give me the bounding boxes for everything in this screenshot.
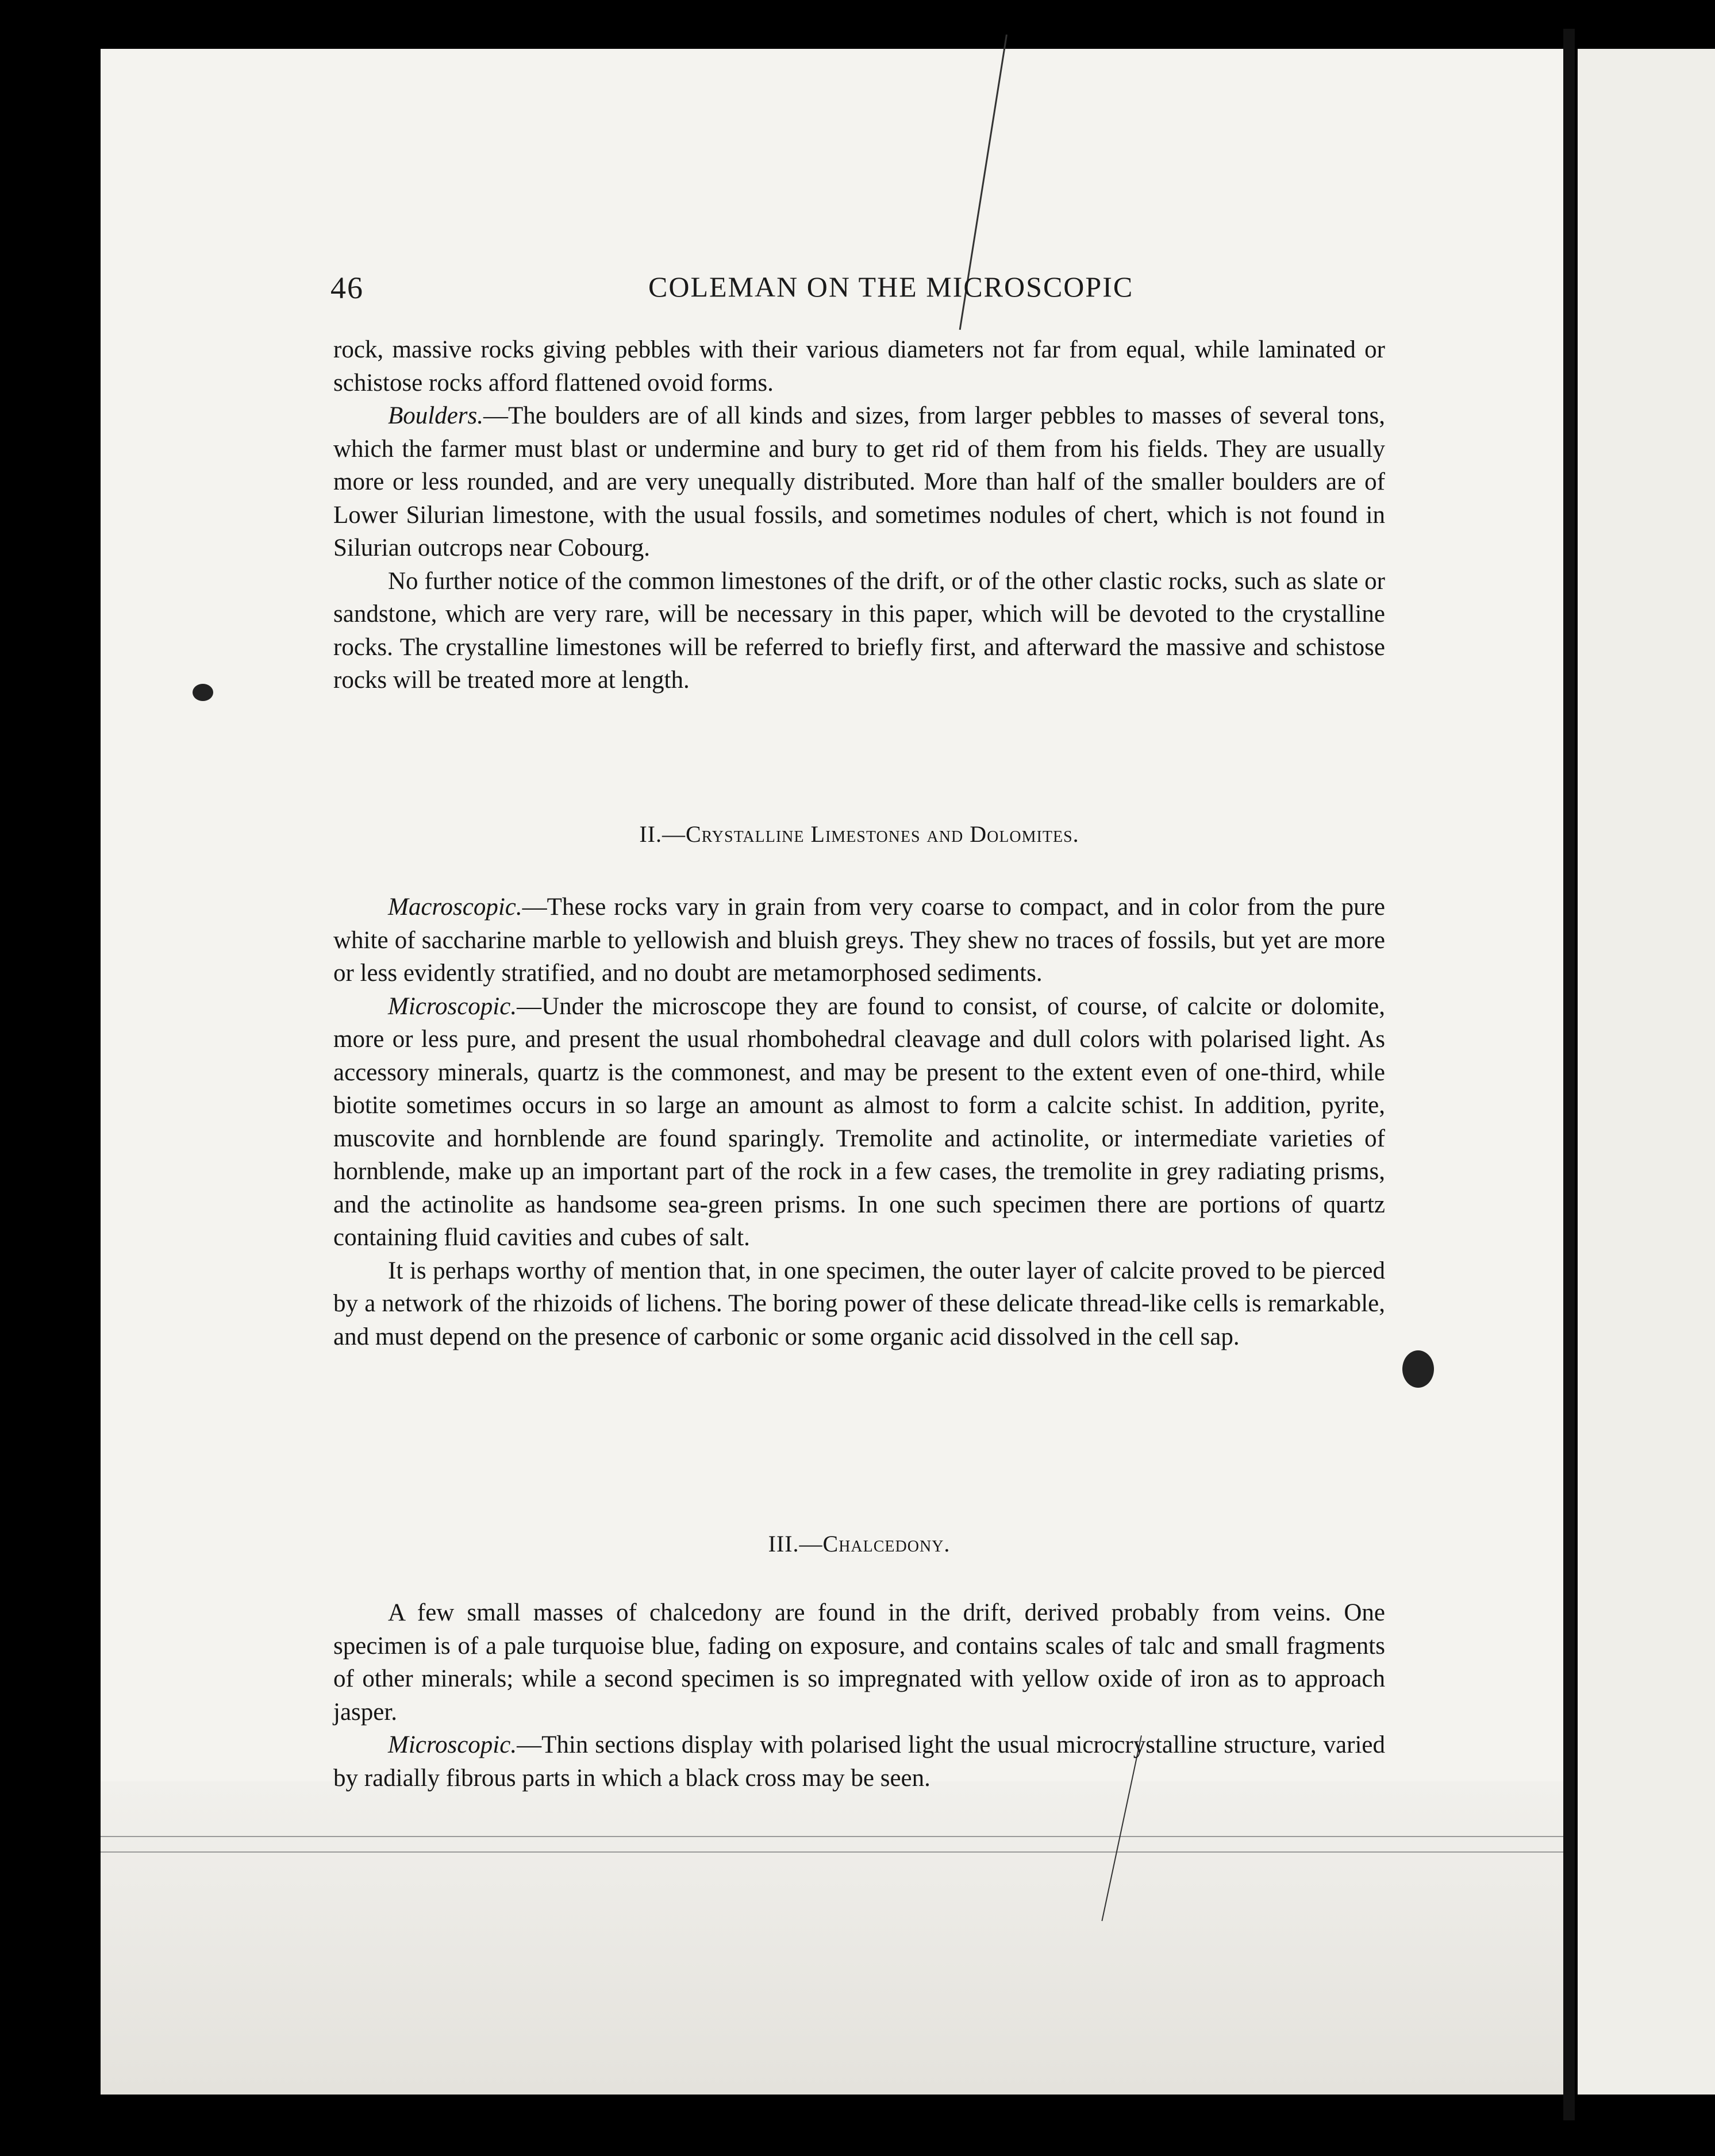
running-title: COLEMAN ON THE MICROSCOPIC <box>648 271 1134 303</box>
paragraph: A few small masses of chalcedony are found in the drift, derived probably from veins. One specimen is of a pale turquoise blue, fading on exposure, and contains scales of talc and small fragments of other minerals; while a second specimen is so impregnated with yellow oxide of iron as to approach jasper. <box>333 1599 1385 1726</box>
chalcedony-text-block <box>333 1596 1385 1795</box>
paragraph-text: —Thin sections display with polarised light the usual microcrystalline structure, varied by radially fibrous parts in which a black cross may be seen. <box>333 1731 1385 1792</box>
run-in-heading: Microscopic. <box>388 1731 517 1758</box>
facing-page-edge <box>1578 49 1715 2095</box>
paragraph: No further notice of the common limestones of the drift, or of the other clastic rocks, such as slate or sandstone, which are very rare, will be necessary in this paper, which will be devoted to the crystalline rocks. The crystalline limestones will be referred to briefly first, and afterward the massive and schistose rocks will be treated more at length. <box>333 567 1385 694</box>
paragraph: It is perhaps worthy of mention that, in one specimen, the outer layer of calcite proved to be pierced by a network of the rhizoids of lichens. The boring power of these delicate thread-like cells is remarkable, and must depend on the presence of carbonic or some organic acid dissolved in the cell sap. <box>333 1257 1385 1350</box>
paragraph-text: —The boulders are of all kinds and sizes, from larger pebbles to masses of several tons, which the farmer must blast or undermine and bury to get rid of them from his fields. They are usually more or less rounded, and are very unequally distributed. More than half of the smaller boulders are of Lower Silurian limestone, with the usual fossils, and sometimes nodules of chert, which is not found in Silurian outcrops near Cobourg. <box>333 402 1385 561</box>
opening-text-block <box>333 333 1385 697</box>
ink-blot <box>193 684 213 701</box>
page-header <box>330 270 1483 305</box>
run-in-heading: Microscopic. <box>388 992 517 1020</box>
bottom-rule-line <box>101 1836 1572 1837</box>
bottom-rule-line-2 <box>101 1851 1572 1853</box>
ink-blot <box>1402 1350 1434 1388</box>
section-heading: II.—Crystalline Limestones and Dolomites. <box>639 821 1079 847</box>
paragraph-microscopic <box>333 990 1385 1254</box>
section-heading: III.—Chalcedony. <box>768 1531 951 1557</box>
page-fold-divider <box>1563 29 1575 2120</box>
bottom-paper-stain <box>101 1781 1572 2095</box>
paragraph-microscopic <box>333 1728 1385 1795</box>
paragraph: rock, massive rocks giving pebbles with their various diameters not far from equal, while laminated or schistose rocks afford flattened ovoid forms. <box>333 336 1385 396</box>
run-in-heading: Macroscopic. <box>388 894 522 921</box>
page-number: 46 <box>330 271 364 305</box>
paragraph-text: —Under the microscope they are found to consist, of course, of calcite or dolomite, more or less pure, and present the usual rhombohedral cleavage and dull colors with polarised light. As accessory minerals, quartz is the commonest, and may be present to the extent even of one-third, while biotite sometimes occurs in so large an amount as almost to form a calcite schist. In addition, pyrite, muscovite and hornblende are found sparingly. Tremolite and actinolite, or intermediate varieties of hornblende, make up an important part of the rock in a few cases, the tremolite in grey radiating prisms, and the actinolite as handsome sea-green prisms. In one such specimen there are portions of quartz containing fluid cavities and cubes of salt. <box>333 992 1385 1251</box>
paragraph-macroscopic <box>333 891 1385 990</box>
paragraph-text: —These rocks vary in grain from very coarse to compact, and in color from the pure white of saccharine marble to yellowish and bluish greys. They shew no traces of fossils, but yet are more or less evidently stratified, and no doubt are metamorphosed sediments. <box>333 894 1385 987</box>
paragraph-boulders <box>333 399 1385 565</box>
run-in-heading: Boulders. <box>388 402 484 429</box>
limestones-text-block <box>333 891 1385 1353</box>
